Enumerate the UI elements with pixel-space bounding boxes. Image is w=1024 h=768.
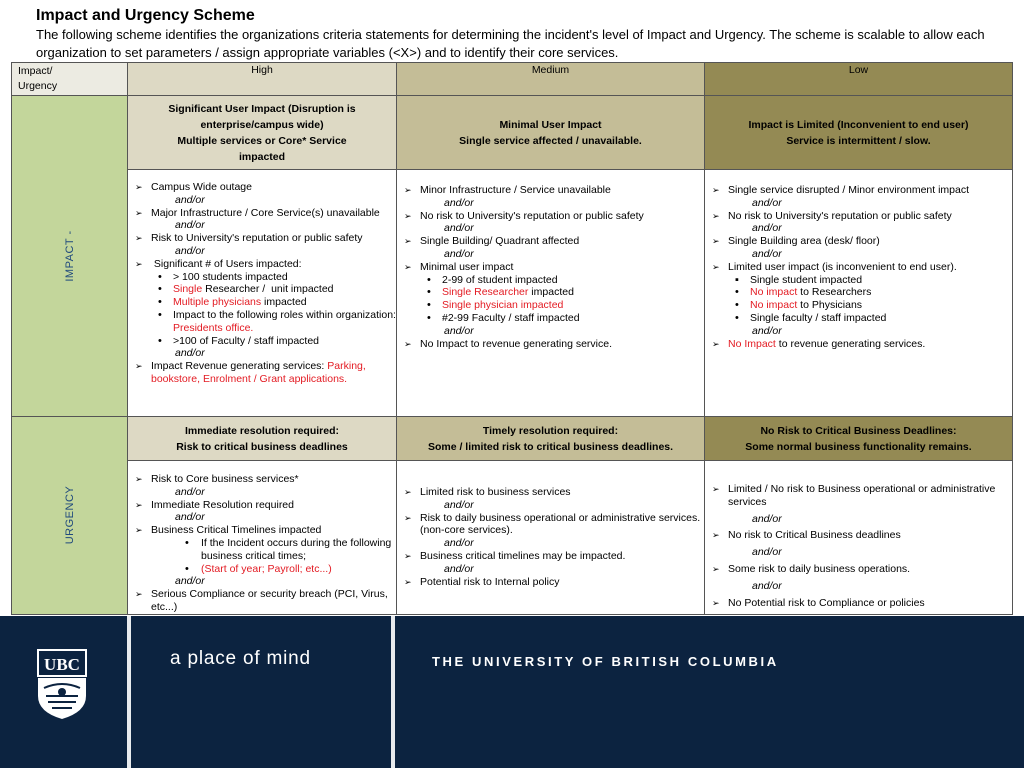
impact-side-cell — [12, 96, 128, 417]
andor-text: and/or — [752, 196, 782, 209]
red-text: No Impact — [728, 337, 776, 350]
footer-slogan: a place of mind — [170, 648, 311, 669]
impact-title-row — [12, 96, 1013, 170]
urgency-low-cell — [705, 461, 1013, 615]
footer-divider — [127, 616, 131, 768]
title-line: Minimal User Impact — [499, 118, 602, 131]
list-item: ➢ Minor Infrastructure / Service unavailable — [397, 184, 704, 197]
red-text: Presidents office. — [173, 321, 254, 334]
list-item — [705, 286, 1012, 299]
urgency-detail-row — [12, 461, 1013, 615]
title-line: impacted — [238, 150, 286, 163]
footer-band — [0, 616, 1024, 768]
title-line: Service is intermittent / slow. — [786, 134, 931, 147]
list-item: ➢ Risk to Core business services* — [128, 473, 396, 486]
red-text: Single physician impacted — [442, 299, 564, 312]
item-text: to Physicians — [797, 299, 863, 312]
impact-high-title — [128, 96, 397, 170]
andor-text: and/or — [175, 485, 205, 498]
list-item: ➢ Serious Compliance or security breach (PCI, Virus, etc...) — [128, 588, 396, 614]
red-text: Parking, bookstore, Enrolment / Grant applications. — [151, 360, 366, 385]
title-line: enterprise/campus wide) — [200, 118, 324, 131]
title-line: Multiple services or Core* Service — [177, 134, 347, 147]
bullet-list — [397, 486, 704, 588]
impact-detail-row — [12, 170, 1013, 417]
list-item: • Single faculty / staff impacted — [705, 312, 1012, 325]
andor-text: and/or — [175, 347, 205, 360]
red-text: Multiple physicians — [173, 296, 262, 309]
andor-text: and/or — [752, 247, 782, 260]
corner-line-1: Impact/ — [18, 65, 53, 77]
item-text: Researcher / unit impacted — [202, 283, 334, 296]
list-item: ➢ Minimal user impact — [397, 261, 704, 274]
list-item: ➢ Single Building/ Quadrant affected — [397, 235, 704, 248]
list-item: ➢ Limited user impact (is inconvenient to end user). — [705, 261, 1012, 274]
footer-university-name: THE UNIVERSITY OF BRITISH COLUMBIA — [432, 654, 779, 669]
andor-text: and/or — [175, 244, 205, 257]
title-line: Some / limited risk to critical business deadlines. — [427, 440, 674, 453]
header-row — [12, 63, 1013, 96]
item-text: Impact to the following roles within organization: — [173, 308, 396, 321]
item-text: to revenue generating services. — [775, 337, 926, 350]
title-line: Impact is Limited (Inconvenient to end user) — [748, 118, 969, 131]
list-item — [128, 283, 396, 296]
list-item: ➢ No risk to University's reputation or public safety — [705, 210, 1012, 223]
dot-list — [128, 537, 396, 575]
urgency-low-title — [705, 417, 1013, 461]
andor-text: and/or — [175, 511, 205, 524]
list-item — [128, 563, 396, 576]
urgency-title-row — [12, 417, 1013, 461]
andor-text: and/or — [752, 579, 782, 592]
title-line: Significant User Impact (Disruption is — [168, 102, 356, 115]
impact-low-title — [705, 96, 1013, 170]
andor-text: and/or — [752, 324, 782, 337]
list-item: ➢ Single Building area (desk/ floor) — [705, 235, 1012, 248]
list-item: ➢ Risk to daily business operational or administrative services. (non-core services). — [397, 512, 704, 538]
impact-low-cell — [705, 170, 1013, 417]
crest-text: UBC — [44, 655, 80, 674]
list-item — [705, 299, 1012, 312]
list-item: ➢ No risk to Critical Business deadlines — [705, 529, 1012, 542]
list-item: • >100 of Faculty / staff impacted — [128, 335, 396, 348]
urgency-high-title — [128, 417, 397, 461]
impact-side-label: IMPACT - — [63, 230, 76, 282]
header-medium: Medium — [397, 63, 705, 96]
title-line: Some normal business functionality remains. — [745, 440, 972, 453]
red-text: No impact — [750, 286, 798, 299]
red-text: Single — [173, 283, 203, 296]
list-item — [128, 296, 396, 309]
list-item: • > 100 students impacted — [128, 271, 396, 284]
list-item: ➢ No Potential risk to Compliance or policies — [705, 597, 1012, 610]
list-item — [397, 299, 704, 312]
list-item — [128, 309, 396, 335]
intro-paragraph: The following scheme identifies the organizations criteria statements for determining the incident's level of Impact and Urgency. The scheme is scalable to allow each organization to set parameters / assign appropriate variables (<X>) and to identify their core services. — [36, 27, 985, 60]
red-text: Single Researcher — [442, 286, 529, 299]
list-item: ➢ Potential risk to Internal policy — [397, 576, 704, 589]
andor-text: and/or — [444, 537, 474, 550]
bullet-list — [128, 473, 396, 537]
bullet-list — [397, 184, 704, 274]
andor-text: and/or — [175, 575, 205, 588]
list-item — [397, 286, 704, 299]
list-item: • If the Incident occurs during the following business critical times; — [128, 537, 396, 563]
bullet-list — [705, 483, 1012, 609]
bullet-list — [705, 338, 1012, 351]
impact-high-cell — [128, 170, 397, 417]
dot-list — [128, 271, 396, 348]
list-item: ➢ No risk to University's reputation or public safety — [397, 210, 704, 223]
list-item: • #2-99 Faculty / staff impacted — [397, 312, 704, 325]
list-item: ➢ Some risk to daily business operations. — [705, 563, 1012, 576]
impact-medium-cell — [397, 170, 705, 417]
bullet-list — [397, 338, 704, 351]
list-item: ➢ Campus Wide outage — [128, 181, 396, 194]
andor-text: and/or — [444, 247, 474, 260]
red-text: No impact — [750, 299, 798, 312]
corner-line-2: Urgency — [18, 80, 58, 92]
andor-text: and/or — [444, 222, 474, 235]
dot-list — [397, 274, 704, 325]
andor-text: and/or — [444, 498, 474, 511]
red-text: (Start of year; Payroll; etc...) — [201, 562, 332, 575]
list-item: ➢ Risk to University's reputation or public safety — [128, 232, 396, 245]
bullet-list — [128, 360, 396, 386]
title-line: Risk to critical business deadlines — [176, 440, 348, 453]
ubc-crest-logo — [36, 648, 88, 720]
urgency-high-cell — [128, 461, 397, 615]
title-line: Immediate resolution required: — [184, 424, 340, 437]
andor-text: and/or — [444, 324, 474, 337]
list-item: ▪ Single student impacted — [705, 274, 1012, 287]
andor-text: and/or — [175, 219, 205, 232]
list-item: ➢ Significant # of Users impacted: — [128, 258, 396, 271]
list-item: ➢ Business Critical Timelines impacted — [128, 524, 396, 537]
dot-list — [705, 286, 1012, 324]
andor-text: and/or — [444, 562, 474, 575]
list-item: ➢ Limited risk to business services — [397, 486, 704, 499]
list-item: • 2-99 of student impacted — [397, 274, 704, 287]
list-item — [705, 338, 1012, 351]
andor-text: and/or — [175, 193, 205, 206]
andor-text: and/or — [752, 512, 782, 525]
list-item: ➢ Major Infrastructure / Core Service(s) unavailable — [128, 207, 396, 220]
page-title: Impact and Urgency Scheme — [36, 7, 255, 24]
header-high: High — [128, 63, 397, 96]
list-item: ➢ Single service disrupted / Minor environment impact — [705, 184, 1012, 197]
item-text: impacted — [528, 286, 574, 299]
urgency-side-label: URGENCY — [63, 486, 76, 545]
list-item: ➢ No Impact to revenue generating service. — [397, 338, 704, 351]
list-item: ➢ Limited / No risk to Business operational or administrative services — [705, 483, 1012, 509]
bullet-list — [128, 588, 396, 614]
andor-text: and/or — [752, 222, 782, 235]
andor-text: and/or — [444, 196, 474, 209]
header-low: Low — [705, 63, 1013, 96]
dot-list — [705, 274, 1012, 287]
list-item: ➢ Immediate Resolution required — [128, 499, 396, 512]
title-line: No Risk to Critical Business Deadlines: — [760, 424, 957, 437]
urgency-medium-title — [397, 417, 705, 461]
impact-urgency-table — [11, 62, 1013, 615]
bullet-list — [705, 184, 1012, 274]
item-text: impacted — [261, 296, 307, 309]
urgency-medium-cell — [397, 461, 705, 615]
footer-divider — [391, 616, 395, 768]
list-item — [128, 360, 396, 386]
title-line: Single service affected / unavailable. — [459, 134, 642, 147]
bullet-list — [128, 181, 396, 271]
andor-text: and/or — [752, 546, 782, 559]
impact-medium-title — [397, 96, 705, 170]
title-line: Timely resolution required: — [482, 424, 619, 437]
item-text: Impact Revenue generating services: — [151, 360, 328, 373]
list-item: ➢ Business critical timelines may be impacted. — [397, 550, 704, 563]
item-text: to Researchers — [797, 286, 872, 299]
urgency-side-cell — [12, 417, 128, 615]
header-corner — [12, 63, 128, 96]
